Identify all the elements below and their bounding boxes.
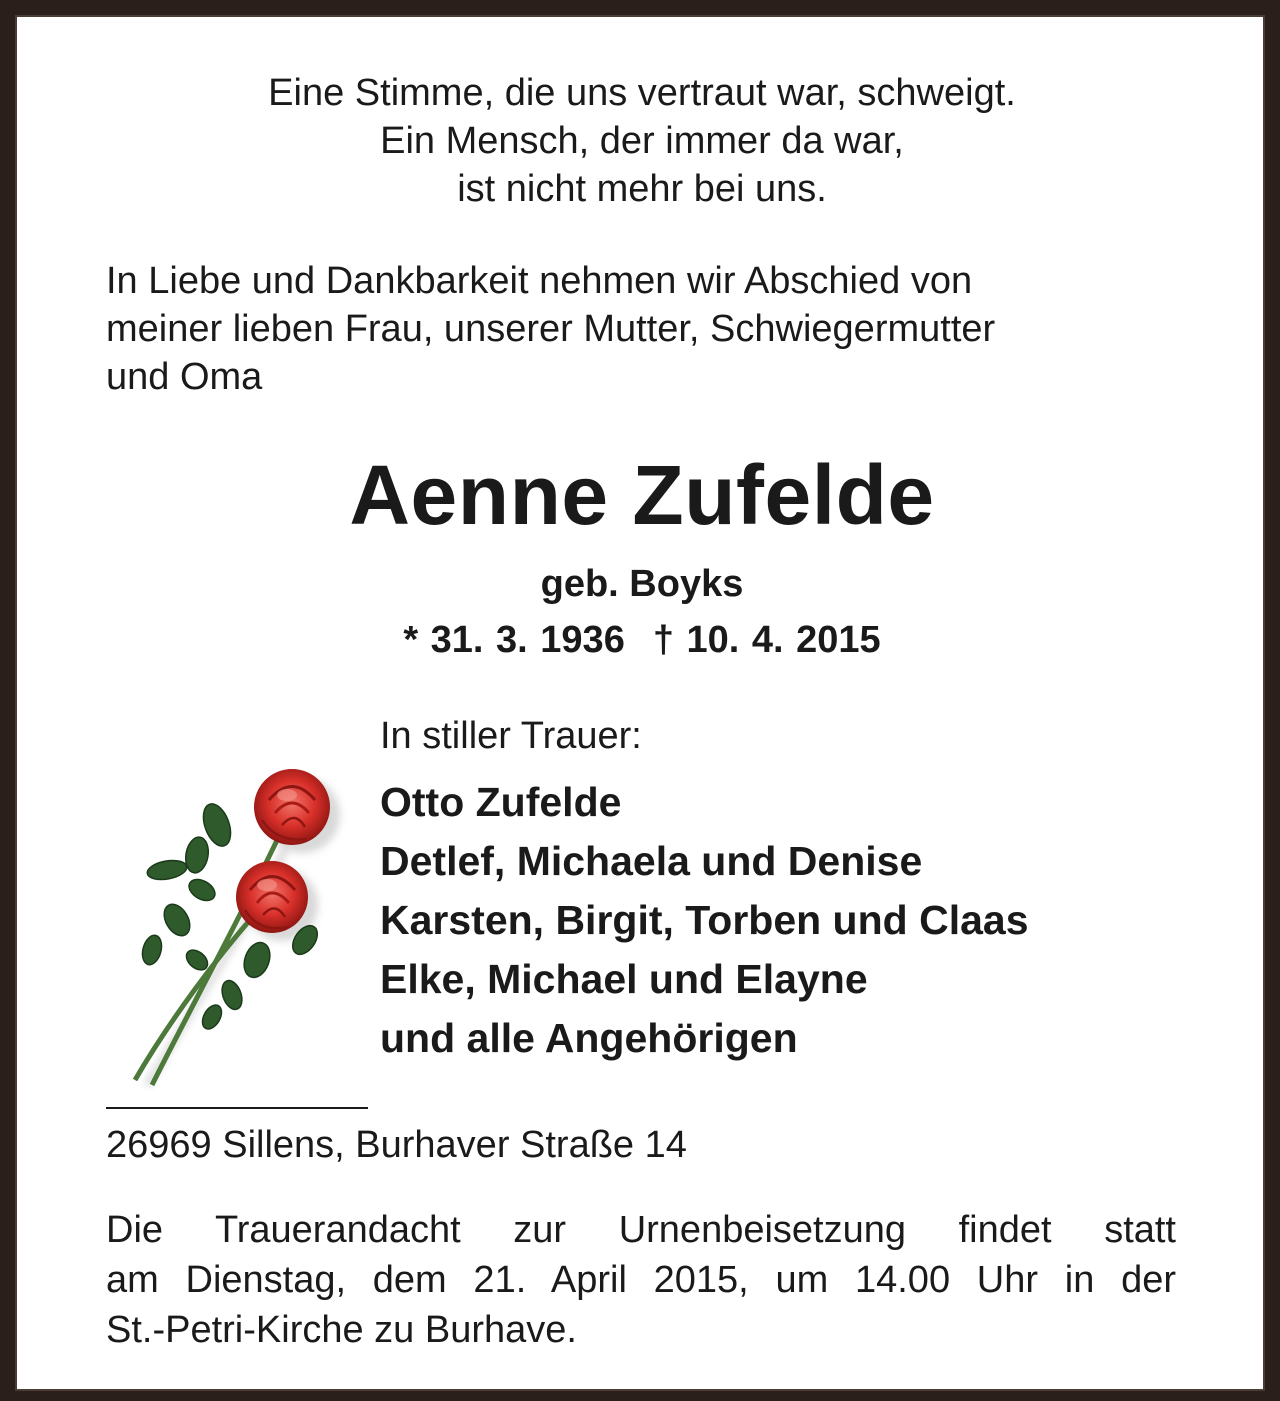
- mourner-name: Karsten, Birgit, Torben und Claas: [380, 897, 1029, 943]
- intro-line: In Liebe und Dankbarkeit nehmen wir Abschied von: [106, 260, 973, 302]
- mourners-list: [380, 773, 1029, 1068]
- death-date: † 10. 4. 2015: [652, 619, 881, 661]
- divider-line: [106, 1107, 368, 1109]
- motto-verse: [17, 69, 1267, 213]
- family-address: 26969 Sillens, Burhaver Straße 14: [106, 1124, 687, 1166]
- deceased-name: Aenne Zufelde: [349, 448, 935, 542]
- mourner-name: und alle Angehörigen: [380, 1015, 798, 1061]
- motto-line: Ein Mensch, der immer da war,: [380, 120, 904, 162]
- motto-line: Eine Stimme, die uns vertraut war, schweigt.: [268, 72, 1016, 114]
- service-line: St.-Petri-Kirche zu Burhave.: [106, 1309, 577, 1351]
- farewell-intro: [106, 257, 1186, 401]
- intro-line: und Oma: [106, 356, 263, 398]
- intro-line: meiner lieben Frau, unserer Mutter, Schwiegermutter: [106, 308, 996, 350]
- birth-date: * 31. 3. 1936: [403, 619, 625, 661]
- maiden-name: geb. Boyks: [540, 563, 744, 605]
- life-dates: [17, 617, 1267, 663]
- motto-line: ist nicht mehr bei uns.: [457, 168, 827, 210]
- mourner-name: Elke, Michael und Elayne: [380, 956, 868, 1002]
- obituary-notice: [15, 15, 1265, 1391]
- mourners-label: In stiller Trauer:: [380, 715, 642, 757]
- roses-image: [107, 755, 369, 1107]
- mourner-name: Detlef, Michaela und Denise: [380, 838, 923, 884]
- service-announcement: [106, 1205, 1176, 1355]
- mourner-name: Otto Zufelde: [380, 779, 622, 825]
- service-line: am Dienstag, dem 21. April 2015, um 14.00 Uhr in der: [106, 1259, 1176, 1301]
- service-line: Die Trauerandacht zur Urnenbeisetzung findet statt: [106, 1209, 1176, 1251]
